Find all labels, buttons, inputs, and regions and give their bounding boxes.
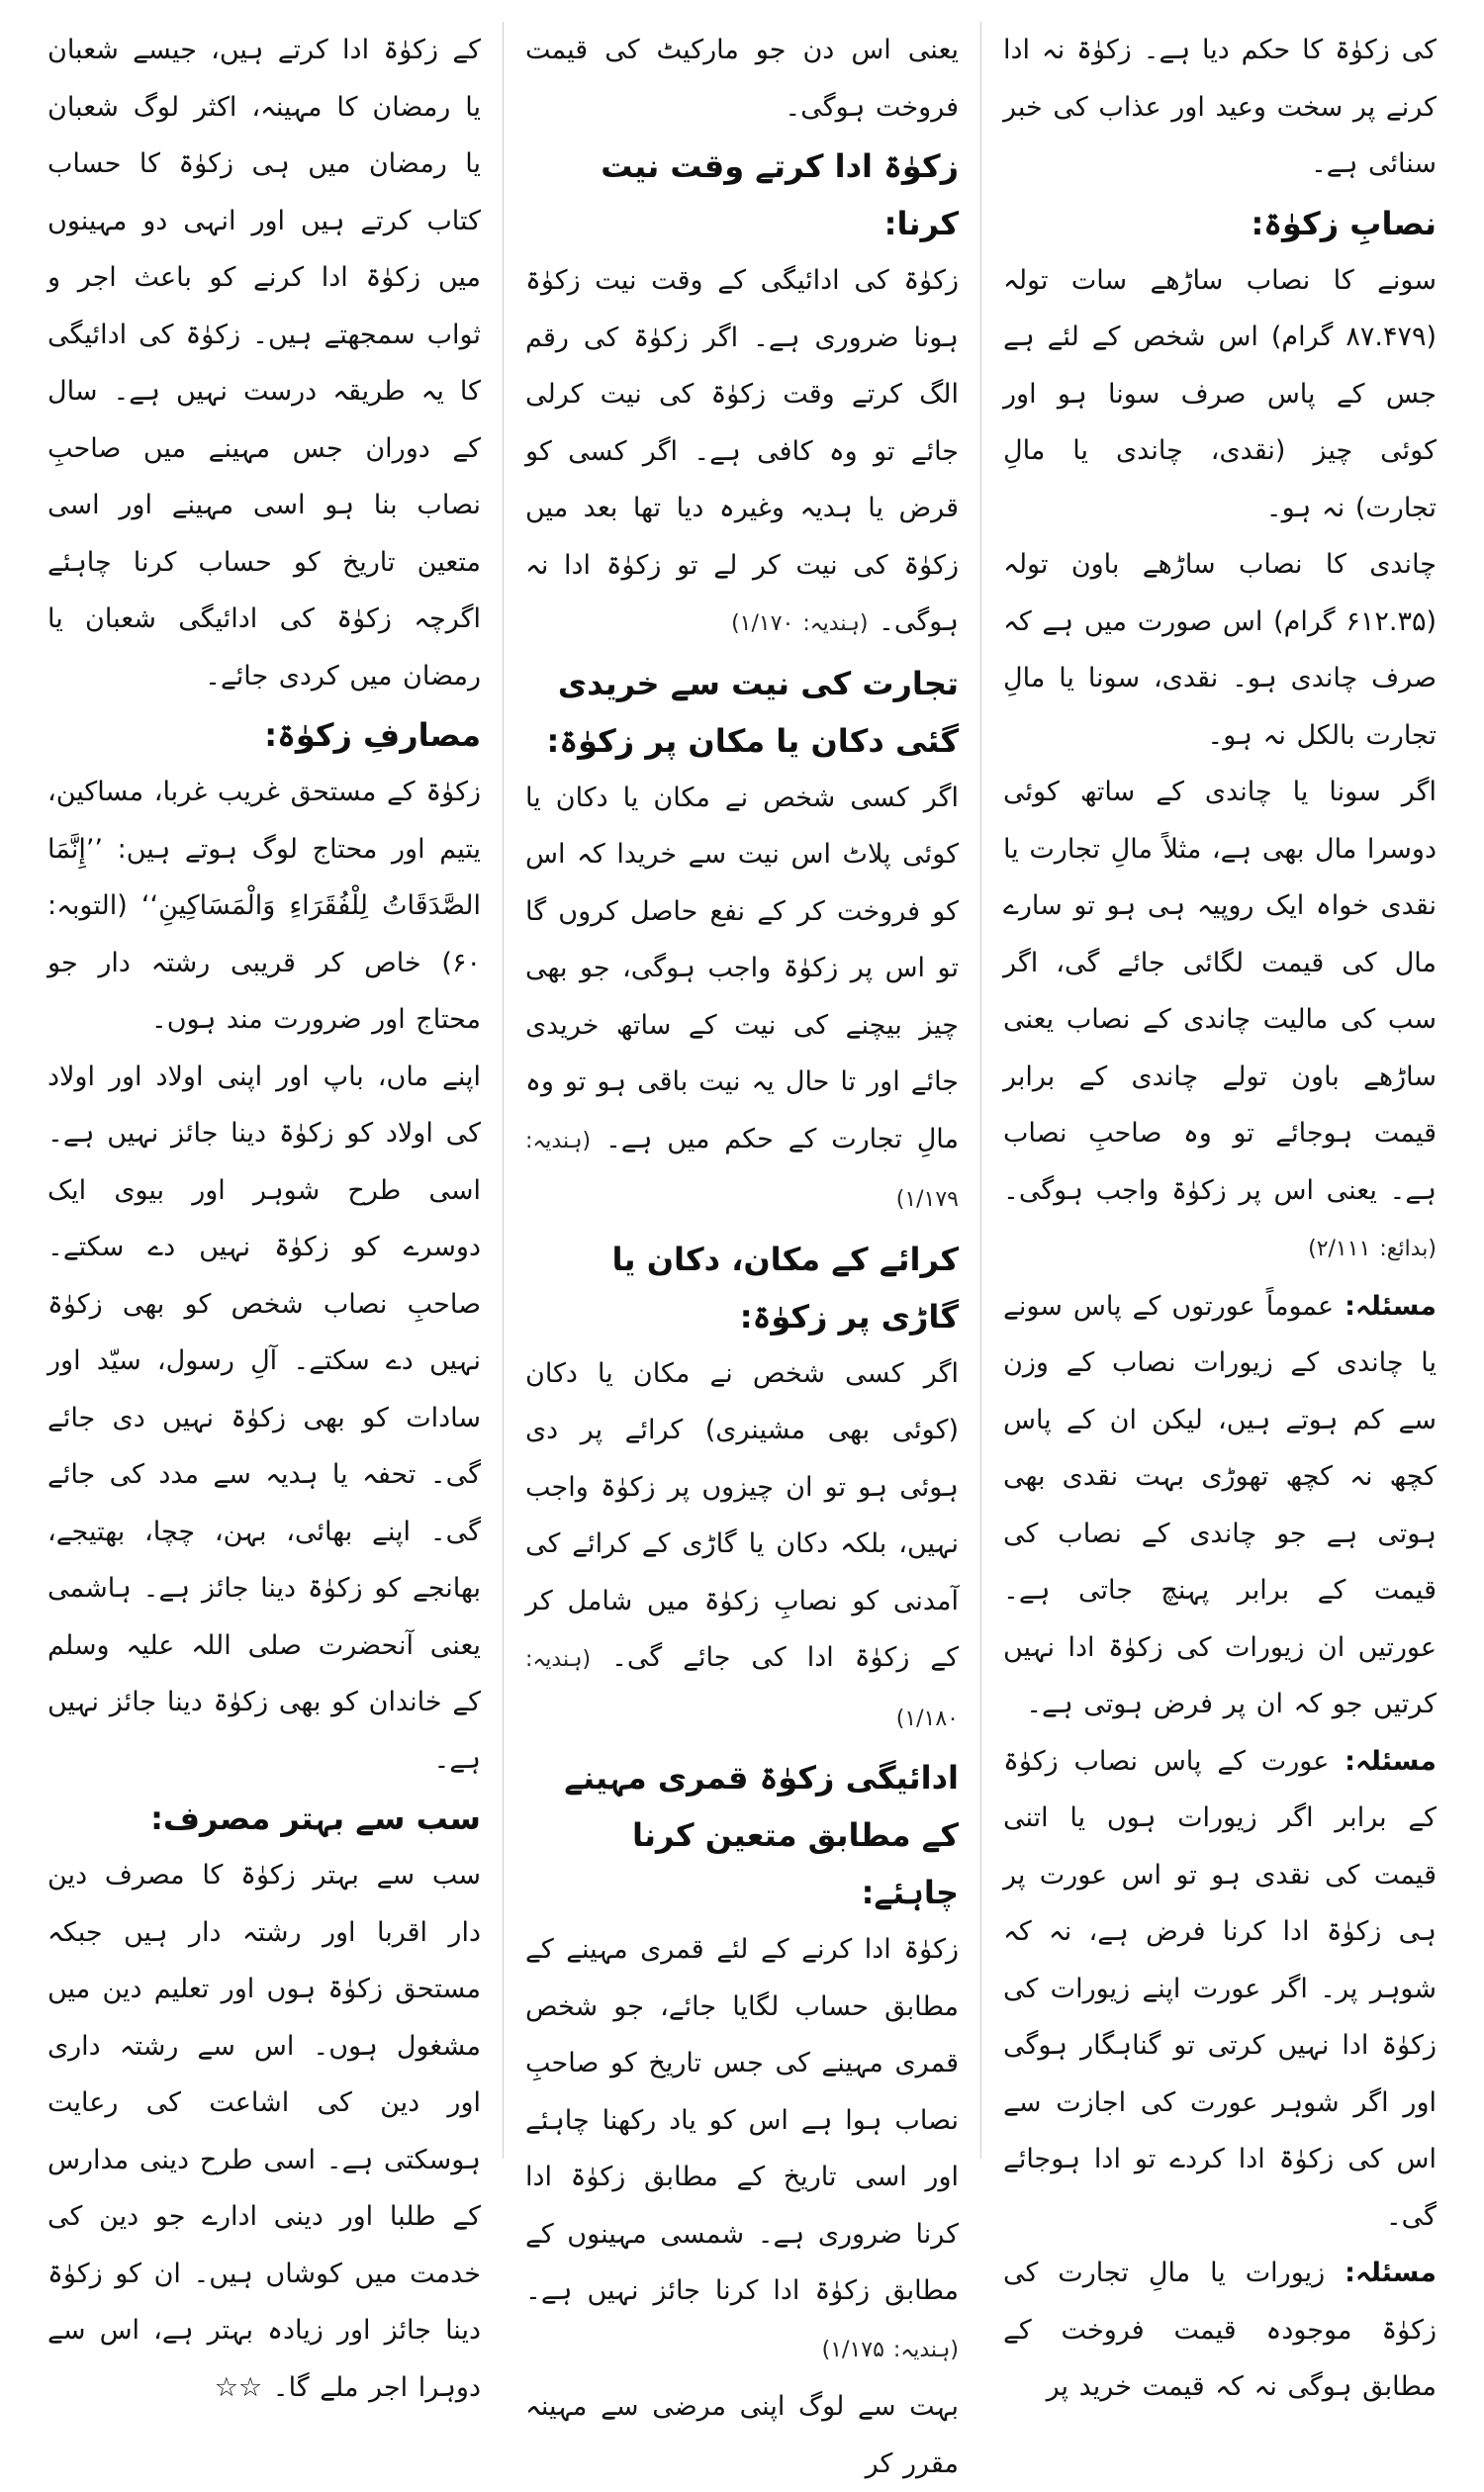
- paragraph: [47, 1847, 481, 2416]
- text-column: [504, 22, 981, 2479]
- paragraph-text: اگر کسی شخص نے مکان یا دکان یا کوئی پلاٹ اس نیت سے خریدا کہ اس کو فروخت کر کے نفع حاصل کروں گا تو اس پر زکوٰۃ واجب ہوگی، جو بھی چیز بیچنے کی نیت کے ساتھ خریدی جائے اور تا حال یہ نیت باقی ہو تو وہ مالِ تجارت کے حکم میں ہے۔: [525, 782, 959, 1154]
- paragraph: [525, 770, 959, 1229]
- paragraph: [1003, 764, 1437, 1278]
- paragraph-text: اپنے ماں، باپ اور اپنی اولاد اور اولاد کی اولاد کو زکوٰۃ دینا جائز نہیں ہے۔ اسی طرح شوہر اور بیوی ایک دوسرے کو زکوٰۃ نہیں دے سکتے۔ صاحبِ نصاب شخص کو بھی زکوٰۃ نہیں دے سکتے۔ آلِ رسول، سیّد اور سادات کو بھی زکوٰۃ نہیں دی جائے گی۔ تحفہ یا ہدیہ سے مدد کی جائے گی۔ اپنے بھائی، بہن، چچا، بھتیجے، بھانجے کو زکوٰۃ دینا جائز ہے۔ ہاشمی یعنی آنحضرت صلی اللہ علیہ وسلم کے خاندان کو بھی زکوٰۃ دینا جائز نہیں ہے۔: [47, 1061, 481, 1775]
- paragraph-text: کی زکوٰۃ کا حکم دیا ہے۔ زکوٰۃ نہ ادا کرنے پر سخت وعید اور عذاب کی خبر سنائی ہے۔: [1003, 35, 1437, 179]
- paragraph-text: سونے کا نصاب ساڑھے سات تولہ (۸۷.۴۷۹ گرام) اس شخص کے لئے ہے جس کے پاس صرف سونا ہو اور کوئی چیز (نقدی، چاندی یا مالِ تجارت) نہ ہو۔: [1003, 264, 1437, 523]
- paragraph-text: اگر سونا یا چاندی کے ساتھ کوئی دوسرا مال بھی ہے، مثلاً مالِ تجارت یا نقدی خواہ ایک روپیہ ہی ہو تو سارے مال کی قیمت لگائی جائے گی، اگر سب کی مالیت چاندی کے نصاب یعنی ساڑھے باون تولے چاندی کے برابر قیمت ہوجائے تو وہ صاحبِ نصاب ہے۔ یعنی اس پر زکوٰۃ واجب ہوگی۔: [1003, 777, 1437, 1206]
- paragraph: [525, 22, 959, 136]
- paragraph: [1003, 252, 1437, 537]
- paragraph-text: زیورات یا مالِ تجارت کی زکوٰۃ موجودہ قیمت فروخت کے مطابق ہوگی نہ کہ قیمت خرید پر: [1003, 2258, 1437, 2402]
- paragraph-text: عموماً عورتوں کے پاس سونے یا چاندی کے زیورات نصاب کے وزن سے کم ہوتے ہیں، لیکن ان کے پاس کچھ نہ کچھ تھوڑی بہت نقدی بھی ہوتی ہے جو چاندی کے نصاب کی قیمت کے برابر پہنچ جاتی ہے۔ عورتیں ان زیورات کی زکوٰۃ ادا نہیں کرتیں جو کہ ان پر فرض ہوتی ہے۔: [1003, 1290, 1437, 1719]
- paragraph-text: زکوٰۃ کی ادائیگی کے وقت نیت زکوٰۃ ہونا ضروری ہے۔ اگر زکوٰۃ کی رقم الگ کرتے وقت زکوٰۃ کی نیت کرلی جائے تو وہ کافی ہے۔ اگر کسی کو قرض یا ہدیہ وغیرہ دیا تھا بعد میں زکوٰۃ کی نیت کر لے تو زکوٰۃ ادا نہ ہوگی۔: [525, 265, 959, 637]
- section-heading: نصابِ زکوٰۃ:: [1251, 204, 1437, 242]
- issue-label: مسئلہ:: [1345, 1745, 1437, 1777]
- paragraph-text: بہت سے لوگ اپنی مرضی سے مہینہ مقرر کر: [525, 2391, 959, 2479]
- paragraph: [525, 252, 959, 653]
- paragraph: [525, 1345, 959, 1748]
- paragraph: [525, 1921, 959, 2378]
- paragraph: [1003, 1733, 1437, 2246]
- reference-citation: (ہندیہ: ۱/۱۸۰): [525, 1647, 959, 1731]
- reference-citation: (بدائع: ۲/۱۱۱): [1308, 1237, 1437, 1261]
- paragraph: [1003, 2245, 1437, 2416]
- paragraph: [1003, 536, 1437, 764]
- paragraph-text: عورت کے پاس نصاب زکوٰۃ کے برابر اگر زیورات ہوں یا اتنی قیمت کی نقدی ہو تو اس عورت پر ہی زکوٰۃ ادا کرنا فرض ہے، نہ کہ شوہر پر۔ اگر عورت اپنے زیورات کی زکوٰۃ ادا نہیں کرتی تو گناہگار ہوگی اور اگر شوہر عورت کی اجازت سے اس کی زکوٰۃ ادا کردے تو ادا ہوجائے گی۔: [1003, 1745, 1437, 2232]
- paragraph: [47, 764, 481, 1049]
- paragraph: [47, 22, 481, 704]
- section-heading: ادائیگی زکوٰۃ قمری مہینے کے مطابق متعین کرنا چاہئے:: [564, 1759, 959, 1911]
- section-heading: مصارفِ زکوٰۃ:: [264, 716, 481, 754]
- section-heading: زکوٰۃ ادا کرتے وقت نیت کرنا:: [601, 147, 959, 242]
- reference-citation: (ہندیہ: ۱/۱۷۰): [731, 611, 869, 636]
- paragraph: [1003, 1278, 1437, 1733]
- paragraph: [47, 1049, 481, 1789]
- paragraph: [1003, 22, 1437, 193]
- paragraph-text: کے زکوٰۃ ادا کرتے ہیں، جیسے شعبان یا رمضان کا مہینہ، اکثر لوگ شعبان یا رمضان میں ہی زکوٰۃ کا حساب کتاب کرتے ہیں اور انہی دو مہینوں میں زکوٰۃ ادا کرنے کو باعث اجر و ثواب سمجھتے ہیں۔ زکوٰۃ کی ادائیگی کا یہ طریقہ درست نہیں ہے۔ سال کے دوران جس مہینے میں صاحبِ نصاب بنا ہو اسی مہینے اور اسی متعین تاریخ کو حساب کرنا چاہئے اگرچہ زکوٰۃ کی ادائیگی شعبان یا رمضان میں کردی جائے۔: [47, 35, 481, 692]
- paragraph-text: زکوٰۃ ادا کرنے کے لئے قمری مہینے کے مطابق حساب لگایا جائے، جو شخص قمری مہینے کی جس تاریخ کو صاحبِ نصاب ہوا ہے اس کو یاد رکھنا چاہئے اور اسی تاریخ کے مطابق زکوٰۃ ادا کرنا ضروری ہے۔ شمسی مہینوں کے مطابق زکوٰۃ ادا کرنا جائز نہیں ہے۔: [525, 1934, 959, 2306]
- reference-citation: (ہندیہ: ۱/۱۷۵): [821, 2337, 959, 2362]
- section-heading: سب سے بہتر مصرف:: [150, 1800, 481, 1837]
- text-column: [981, 22, 1458, 2402]
- reference-citation: (ہندیہ: ۱/۱۷۹): [525, 1128, 959, 1212]
- paragraph-text: یعنی اس دن جو مارکیٹ کی قیمت فروخت ہوگی۔: [525, 35, 959, 123]
- paragraph-text: اگر کسی شخص نے مکان یا دکان (کوئی بھی مشینری) کرائے پر دی ہوئی ہو تو ان چیزوں پر زکوٰۃ واجب نہیں، بلکہ دکان یا گاڑی کے کرائے کی آمدنی کو نصابِ زکوٰۃ میں شامل کر کے زکوٰۃ ادا کی جائے گی۔: [525, 1357, 959, 1673]
- section-heading: کرائے کے مکان، دکان یا گاڑی پر زکوٰۃ:: [611, 1240, 959, 1336]
- issue-label: مسئلہ:: [1345, 2258, 1437, 2288]
- text-column: [26, 22, 504, 2403]
- paragraph-text: سب سے بہتر زکوٰۃ کا مصرف دین دار اقربا اور رشتہ دار ہیں جبکہ مستحق زکوٰۃ ہوں اور تعلیم دین میں مشغول ہوں۔ اس سے رشتہ داری اور دین کی اشاعت کی رعایت ہوسکتی ہے۔ اسی طرح دینی مدارس کے طلبا اور دینی ادارے جو دین کی خدمت میں کوشاں ہیں۔ ان کو زکوٰۃ دینا جائز اور زیادہ بہتر ہے، اس سے دوہرا اجر ملے گا۔ ☆☆: [47, 1860, 481, 2403]
- paragraph-text: چاندی کا نصاب ساڑھے باون تولہ (۶۱۲.۳۵ گرام) اس صورت میں ہے کہ صرف چاندی ہو۔ نقدی، سونا یا مالِ تجارت بالکل نہ ہو۔: [1003, 549, 1437, 751]
- paragraph: [525, 2378, 959, 2492]
- issue-label: مسئلہ:: [1345, 1290, 1437, 1322]
- section-heading: تجارت کی نیت سے خریدی گئی دکان یا مکان پر زکوٰۃ:: [546, 664, 959, 760]
- paragraph-text: زکوٰۃ کے مستحق غریب غربا، مساکین، یتیم اور محتاج لوگ ہوتے ہیں: ’’إِنَّمَا الصَّدَقَاتُ لِلْفُقَرَاءِ وَالْمَسَاكِينِ‘‘ (التوبہ: ۶۰) خاص کر قریبی رشتہ دار جو محتاج اور ضرورت مند ہوں۔: [47, 777, 481, 1035]
